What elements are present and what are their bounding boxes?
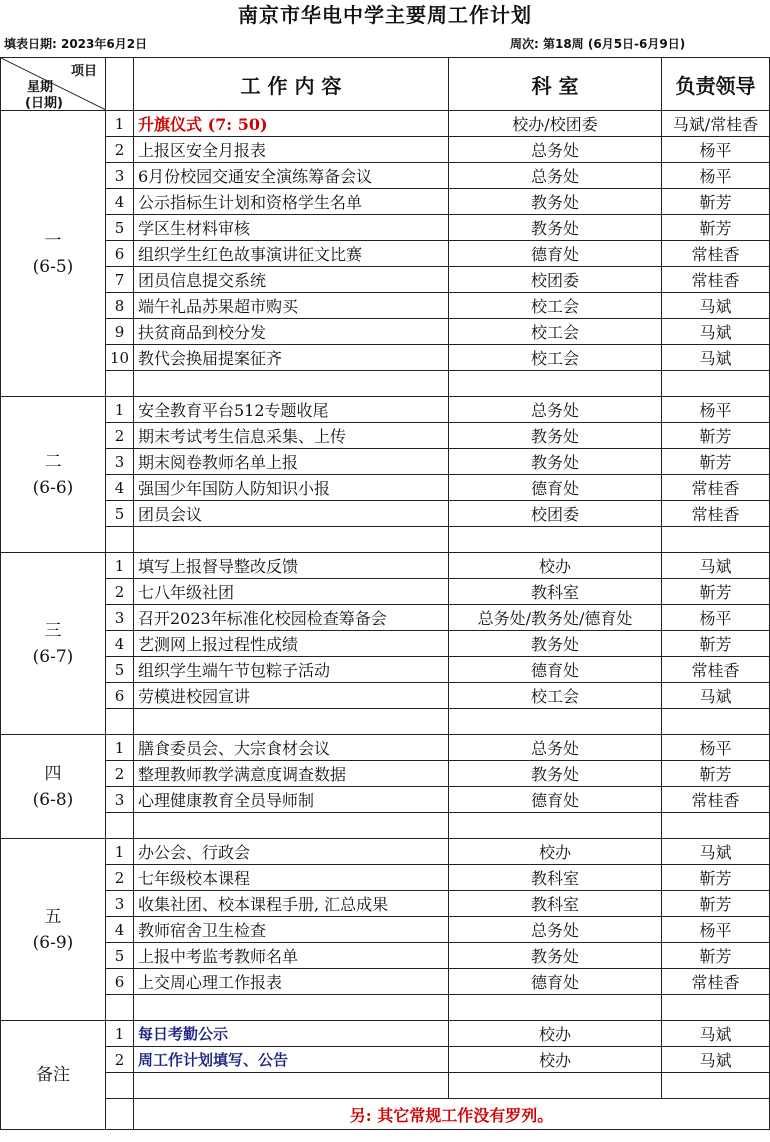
item-dept: 教务处 <box>449 631 662 657</box>
day-cell <box>1 397 106 553</box>
item-content: 教师宿舍卫生检查 <box>134 917 449 943</box>
item-leader: 靳芳 <box>662 423 770 449</box>
item-leader: 靳芳 <box>662 891 770 917</box>
item-number: 7 <box>106 267 134 293</box>
table-row <box>1 605 770 631</box>
item-number: 4 <box>106 189 134 215</box>
table-row <box>1 397 770 423</box>
item-number <box>106 1073 134 1099</box>
item-dept: 校团委 <box>449 267 662 293</box>
header-leader: 负责领导 <box>662 58 770 111</box>
item-number: 2 <box>106 761 134 787</box>
corner-label-date: (日期) <box>25 96 63 111</box>
header-no <box>106 58 134 111</box>
item-number: 5 <box>106 501 134 527</box>
item-leader: 靳芳 <box>662 449 770 475</box>
item-number: 3 <box>106 449 134 475</box>
item-number <box>106 371 134 397</box>
blank-row <box>1 709 770 735</box>
item-dept <box>449 527 662 553</box>
weekday-date: (6-6) <box>32 477 74 498</box>
header-content: 工 作 内 容 <box>134 58 449 111</box>
item-leader: 杨平 <box>662 735 770 761</box>
item-dept: 校办 <box>449 1047 662 1073</box>
table-row <box>1 657 770 683</box>
item-leader: 马斌 <box>662 839 770 865</box>
item-number: 6 <box>106 241 134 267</box>
weekday-date: (6-5) <box>32 256 74 277</box>
item-number: 3 <box>106 787 134 813</box>
item-leader: 常桂香 <box>662 501 770 527</box>
table-row <box>1 215 770 241</box>
item-leader: 马斌 <box>662 293 770 319</box>
item-content: 安全教育平台512专题收尾 <box>134 397 449 423</box>
item-dept: 校办/校团委 <box>449 111 662 137</box>
table-row <box>1 475 770 501</box>
item-content: 周工作计划填写、公告 <box>134 1047 449 1073</box>
item-content: 组织学生端午节包粽子活动 <box>134 657 449 683</box>
day-cell <box>1 553 106 735</box>
item-dept <box>449 813 662 839</box>
item-content: 6月份校园交通安全演练筹备会议 <box>134 163 449 189</box>
day-cell <box>1 839 106 1021</box>
item-leader: 杨平 <box>662 397 770 423</box>
item-number <box>106 709 134 735</box>
item-content <box>134 527 449 553</box>
week-info: 周次: 第18周 (6月5日-6月9日) <box>510 37 686 51</box>
item-leader: 常桂香 <box>662 241 770 267</box>
item-dept: 教科室 <box>449 865 662 891</box>
table-row <box>1 293 770 319</box>
item-content: 收集社团、校本课程手册, 汇总成果 <box>134 891 449 917</box>
item-number: 4 <box>106 475 134 501</box>
item-number: 2 <box>106 1047 134 1073</box>
item-dept: 教务处 <box>449 189 662 215</box>
item-content: 艺测网上报过程性成绩 <box>134 631 449 657</box>
item-leader: 马斌 <box>662 345 770 371</box>
table-row <box>1 267 770 293</box>
item-dept: 教务处 <box>449 761 662 787</box>
table-row <box>1 969 770 995</box>
item-number <box>106 813 134 839</box>
item-leader <box>662 709 770 735</box>
item-leader: 靳芳 <box>662 189 770 215</box>
item-number <box>106 527 134 553</box>
item-number: 4 <box>106 917 134 943</box>
item-content: 七年级校本课程 <box>134 865 449 891</box>
item-content: 公示指标生计划和资格学生名单 <box>134 189 449 215</box>
table-row <box>1 449 770 475</box>
item-leader: 常桂香 <box>662 969 770 995</box>
item-leader: 靳芳 <box>662 631 770 657</box>
item-content: 升旗仪式 (7: 50) <box>134 111 449 137</box>
item-leader: 靳芳 <box>662 865 770 891</box>
item-number: 8 <box>106 293 134 319</box>
item-content: 学区生材料审核 <box>134 215 449 241</box>
item-leader: 靳芳 <box>662 761 770 787</box>
notes-label: 备注 <box>36 1065 70 1085</box>
item-content: 上交周心理工作报表 <box>134 969 449 995</box>
item-content: 心理健康教育全员导师制 <box>134 787 449 813</box>
item-dept: 教科室 <box>449 891 662 917</box>
item-content: 膳食委员会、大宗食材会议 <box>134 735 449 761</box>
table-row <box>1 891 770 917</box>
table-row <box>1 839 770 865</box>
item-content: 期末考试考生信息采集、上传 <box>134 423 449 449</box>
item-content: 期末阅卷教师名单上报 <box>134 449 449 475</box>
item-number: 1 <box>106 111 134 137</box>
blank-row <box>1 527 770 553</box>
header-dept: 科 室 <box>449 58 662 111</box>
item-dept: 校办 <box>449 553 662 579</box>
weekday-name: 二 <box>44 451 62 472</box>
item-content <box>134 995 449 1021</box>
table-row <box>1 501 770 527</box>
item-number: 10 <box>106 345 134 371</box>
item-leader: 马斌/常桂香 <box>662 111 770 137</box>
item-leader: 马斌 <box>662 683 770 709</box>
item-number: 2 <box>106 423 134 449</box>
item-content: 团员信息提交系统 <box>134 267 449 293</box>
item-content: 劳模进校园宣讲 <box>134 683 449 709</box>
item-number: 1 <box>106 839 134 865</box>
corner-header <box>1 58 106 111</box>
table-row <box>1 735 770 761</box>
table-row <box>1 423 770 449</box>
table-row <box>1 1047 770 1073</box>
table-row <box>1 137 770 163</box>
table-row <box>1 241 770 267</box>
item-dept: 德育处 <box>449 969 662 995</box>
weekday-name: 四 <box>44 763 62 784</box>
item-dept: 教科室 <box>449 579 662 605</box>
item-number <box>106 1099 134 1130</box>
item-content <box>134 813 449 839</box>
item-number: 6 <box>106 683 134 709</box>
item-leader: 马斌 <box>662 1047 770 1073</box>
table-row <box>1 1021 770 1047</box>
item-leader: 靳芳 <box>662 579 770 605</box>
table-row <box>1 761 770 787</box>
item-number: 3 <box>106 605 134 631</box>
item-content: 每日考勤公示 <box>134 1021 449 1047</box>
item-leader: 常桂香 <box>662 267 770 293</box>
item-content: 端午礼品苏果超市购买 <box>134 293 449 319</box>
item-leader <box>662 813 770 839</box>
item-content: 上报中考监考教师名单 <box>134 943 449 969</box>
item-number: 1 <box>106 397 134 423</box>
weekday-date: (6-7) <box>32 646 74 667</box>
item-content: 整理教师教学满意度调查数据 <box>134 761 449 787</box>
item-number: 2 <box>106 137 134 163</box>
weekday-date: (6-8) <box>32 789 74 810</box>
item-number: 9 <box>106 319 134 345</box>
blank-row <box>1 371 770 397</box>
blank-row <box>1 995 770 1021</box>
item-dept: 德育处 <box>449 657 662 683</box>
item-leader: 马斌 <box>662 1021 770 1047</box>
item-dept: 校工会 <box>449 319 662 345</box>
item-number: 2 <box>106 865 134 891</box>
header-row <box>1 58 770 111</box>
item-dept: 校工会 <box>449 683 662 709</box>
table-row <box>1 865 770 891</box>
item-leader <box>662 371 770 397</box>
item-number: 2 <box>106 579 134 605</box>
item-dept: 教务处 <box>449 423 662 449</box>
item-leader: 马斌 <box>662 553 770 579</box>
item-content: 上报区安全月报表 <box>134 137 449 163</box>
footer-row <box>1 1099 770 1130</box>
item-leader <box>662 527 770 553</box>
item-leader: 常桂香 <box>662 787 770 813</box>
item-content: 七八年级社团 <box>134 579 449 605</box>
item-number: 5 <box>106 657 134 683</box>
item-dept: 总务处/教务处/德育处 <box>449 605 662 631</box>
item-leader: 常桂香 <box>662 657 770 683</box>
table-row <box>1 683 770 709</box>
item-dept: 总务处 <box>449 917 662 943</box>
item-leader <box>662 995 770 1021</box>
item-leader: 马斌 <box>662 319 770 345</box>
weekday-name: 五 <box>44 906 62 927</box>
item-leader: 靳芳 <box>662 215 770 241</box>
plan-table <box>0 57 770 1130</box>
corner-label-weekday: 星期 <box>27 80 54 95</box>
item-content: 召开2023年标准化校园检查筹备会 <box>134 605 449 631</box>
table-row <box>1 189 770 215</box>
item-content <box>134 709 449 735</box>
day-cell <box>1 111 106 397</box>
item-content: 办公会、行政会 <box>134 839 449 865</box>
day-cell <box>1 735 106 839</box>
item-dept: 总务处 <box>449 163 662 189</box>
weekday-name: 一 <box>44 230 62 251</box>
item-content: 组织学生红色故事演讲征文比赛 <box>134 241 449 267</box>
item-leader: 杨平 <box>662 605 770 631</box>
item-content: 团员会议 <box>134 501 449 527</box>
item-number: 1 <box>106 1021 134 1047</box>
table-row <box>1 319 770 345</box>
notes-cell <box>1 1021 106 1130</box>
item-leader: 杨平 <box>662 917 770 943</box>
table-row <box>1 943 770 969</box>
table-row <box>1 579 770 605</box>
item-dept: 校办 <box>449 839 662 865</box>
table-row <box>1 345 770 371</box>
item-number: 5 <box>106 215 134 241</box>
item-dept: 校工会 <box>449 293 662 319</box>
page-title: 南京市华电中学主要周工作计划 <box>238 3 532 27</box>
item-content: 教代会换届提案征齐 <box>134 345 449 371</box>
table-row <box>1 111 770 137</box>
item-dept: 德育处 <box>449 787 662 813</box>
item-leader: 杨平 <box>662 137 770 163</box>
blank-row <box>1 813 770 839</box>
item-content: 扶贫商品到校分发 <box>134 319 449 345</box>
table-row <box>1 917 770 943</box>
item-content: 填写上报督导整改反馈 <box>134 553 449 579</box>
item-leader: 靳芳 <box>662 943 770 969</box>
footer-note: 另: 其它常规工作没有罗列。 <box>134 1099 770 1130</box>
item-number <box>106 995 134 1021</box>
item-content: 强国少年国防人防知识小报 <box>134 475 449 501</box>
item-dept: 校团委 <box>449 501 662 527</box>
item-content <box>134 371 449 397</box>
weekday-name: 三 <box>44 620 62 641</box>
item-leader: 杨平 <box>662 163 770 189</box>
item-number: 3 <box>106 891 134 917</box>
item-dept: 德育处 <box>449 241 662 267</box>
item-content <box>134 1073 449 1099</box>
corner-label-item: 项目 <box>70 64 97 79</box>
item-dept: 教务处 <box>449 943 662 969</box>
item-dept: 总务处 <box>449 735 662 761</box>
item-dept: 教务处 <box>449 449 662 475</box>
item-dept <box>449 995 662 1021</box>
item-number: 1 <box>106 553 134 579</box>
item-dept: 教务处 <box>449 215 662 241</box>
item-dept <box>449 709 662 735</box>
item-dept: 校工会 <box>449 345 662 371</box>
fill-date: 填表日期: 2023年6月2日 <box>4 37 148 51</box>
weekday-date: (6-9) <box>32 932 74 953</box>
item-dept: 德育处 <box>449 475 662 501</box>
item-number: 6 <box>106 969 134 995</box>
item-number: 5 <box>106 943 134 969</box>
item-number: 1 <box>106 735 134 761</box>
item-dept <box>449 1073 662 1099</box>
item-number: 4 <box>106 631 134 657</box>
item-number: 3 <box>106 163 134 189</box>
item-leader: 常桂香 <box>662 475 770 501</box>
item-dept <box>449 371 662 397</box>
table-row <box>1 553 770 579</box>
item-leader <box>662 1073 770 1099</box>
item-dept: 校办 <box>449 1021 662 1047</box>
item-dept: 总务处 <box>449 397 662 423</box>
table-row <box>1 787 770 813</box>
blank-row <box>1 1073 770 1099</box>
item-dept: 总务处 <box>449 137 662 163</box>
table-row <box>1 163 770 189</box>
table-row <box>1 631 770 657</box>
